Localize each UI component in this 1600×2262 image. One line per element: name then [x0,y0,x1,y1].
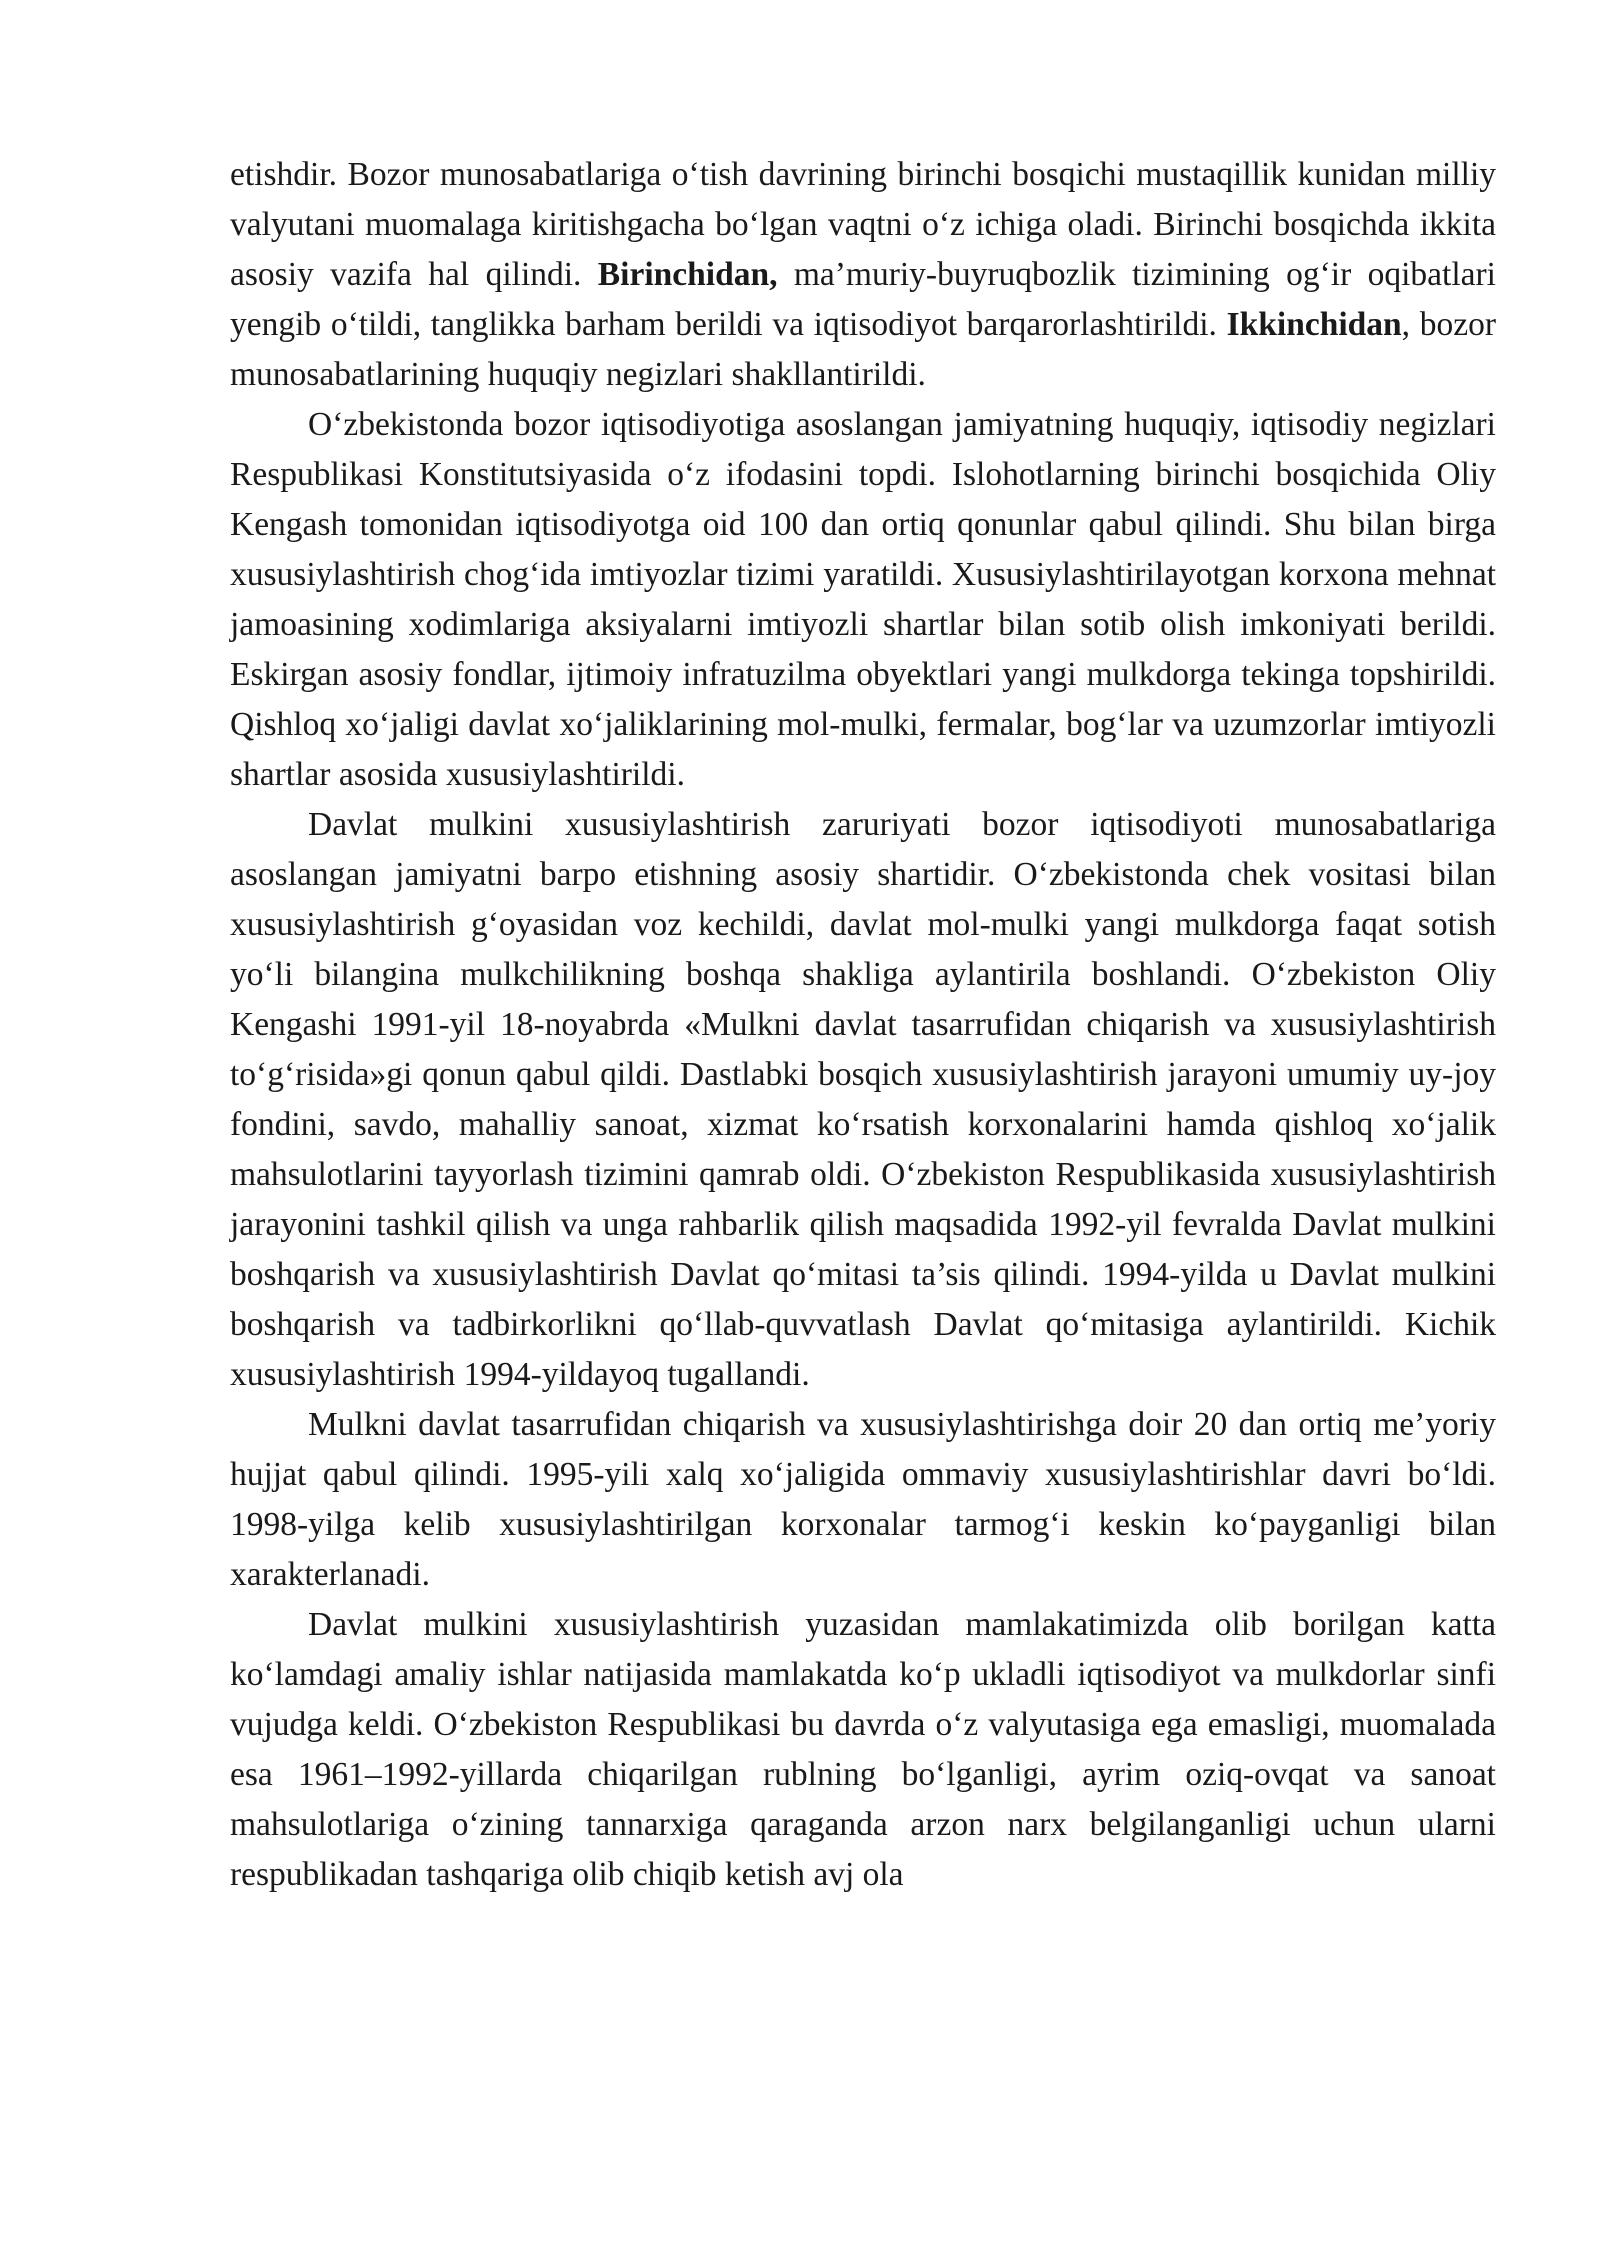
paragraph-1-bold-ikkinchidan: Ikkinchidan [1226,306,1402,343]
paragraph-5 [230,1600,1496,1900]
paragraph-2 [230,400,1496,800]
paragraph-3-text: Davlat mulkini xususiylashtirish zaruriyati bozor iqtisodiyoti munosabatlariga asoslangan jamiyatni barpo etishning asosiy shartidir. O‘zbekistonda chek vositasi bilan xususiylashtirish g‘oyasidan voz kechildi, davlat mol-mulki yangi mulkdorga faqat sotish yo‘li bilangina mulkchilikning boshqa shakliga aylantirila boshlandi. O‘zbekiston Oliy Kengashi 1991-yil 18-noyabrda «Mulkni davlat tasarrufidan chiqarish va xususiylashtirish to‘g‘risida»gi qonun qabul qildi. Dastlabki bosqich xususiylashtirish jarayoni umumiy uy-joy fondini, savdo, mahalliy sanoat, xizmat ko‘rsatish korxonalarini hamda qishloq xo‘jalik mahsulotlarini tayyorlash tizimini qamrab oldi. O‘zbekiston Respublikasida xususiylashtirish jarayonini tashkil qilish va unga rahbarlik qilish maqsadida 1992-yil fevralda Davlat mulkini boshqarish va xususiylashtirish Davlat qo‘mitasi ta’sis qilindi. 1994-yilda u Davlat mulkini boshqarish va tadbirkorlikni qo‘llab-quvvatlash Davlat qo‘mitasiga aylantirildi. Kichik xususiylashtirish 1994-yildayoq tugallandi. [230,806,1496,1393]
paragraph-3 [230,800,1496,1400]
paragraph-1-text-a: etishdir. Bozor munosabatlariga o‘tish davrining birinchi bosqichi mustaqillik kunidan milliy valyutani muomalaga kiritishgacha bo‘lgan vaqtni o‘z ichiga oladi. Birinchi bosqichda ikkita asosiy vazifa hal qilindi. [230,156,1496,293]
paragraph-2-text: O‘zbekistonda bozor iqtisodiyotiga asoslangan jamiyatning huquqiy, iqtisodiy negizlari Respublikasi Konstitutsiyasida o‘z ifodasini topdi. Islohotlarning birinchi bosqichida Oliy Kengash tomonidan iqtisodiyotga oid 100 dan ortiq qonunlar qabul qilindi. Shu bilan birga xususiylashtirish chog‘ida imtiyozlar tizimi yaratildi. Xususiylashtirilayotgan korxona mehnat jamoasining xodimlariga aksiyalarni imtiyozli shartlar bilan sotib olish imkoniyati berildi. Eskirgan asosiy fondlar, ijtimoiy infratuzilma obyektlari yangi mulkdorga tekinga topshirildi. Qishloq xo‘jaligi davlat xo‘jaliklarining mol-mulki, fermalar, bog‘lar va uzumzorlar imtiyozli shartlar asosida xususiylashtirildi. [230,406,1496,793]
document-page [230,150,1496,1900]
paragraph-1-text-b: ma’muriy-buyruqbozlik tizimining og‘ir oqibatlari yengib o‘tildi, tanglikka barham berildi va iqtisodiyot barqarorlashtirildi. [230,256,1496,343]
paragraph-4 [230,1400,1496,1600]
paragraph-1-text-c: , bozor munosabatlarining huquqiy negizlari shakllantirildi. [230,306,1496,393]
paragraph-4-text: Mulkni davlat tasarrufidan chiqarish va xususiylashtirishga doir 20 dan ortiq me’yoriy hujjat qabul qilindi. 1995-yili xalq xo‘jaligida ommaviy xususiylashtirishlar davri bo‘ldi. 1998-yilga kelib xususiylashtirilgan korxonalar tarmog‘i keskin ko‘payganligi bilan xarakterlanadi. [230,1406,1496,1593]
paragraph-1 [230,150,1496,400]
paragraph-5-text: Davlat mulkini xususiylashtirish yuzasidan mamlakatimizda olib borilgan katta ko‘lamdagi amaliy ishlar natijasida mamlakatda ko‘p ukladli iqtisodiyot va mulkdorlar sinfi vujudga keldi. O‘zbekiston Respublikasi bu davrda o‘z valyutasiga ega emasligi, muomalada esa 1961–1992-yillarda chiqarilgan rublning bo‘lganligi, ayrim oziq-ovqat va sanoat mahsulotlariga o‘zining tannarxiga qaraganda arzon narx belgilanganligi uchun ularni respublikadan tashqariga olib chiqib ketish avj ola [230,1606,1496,1893]
paragraph-1-bold-birinchidan: Birinchidan, [597,256,778,293]
